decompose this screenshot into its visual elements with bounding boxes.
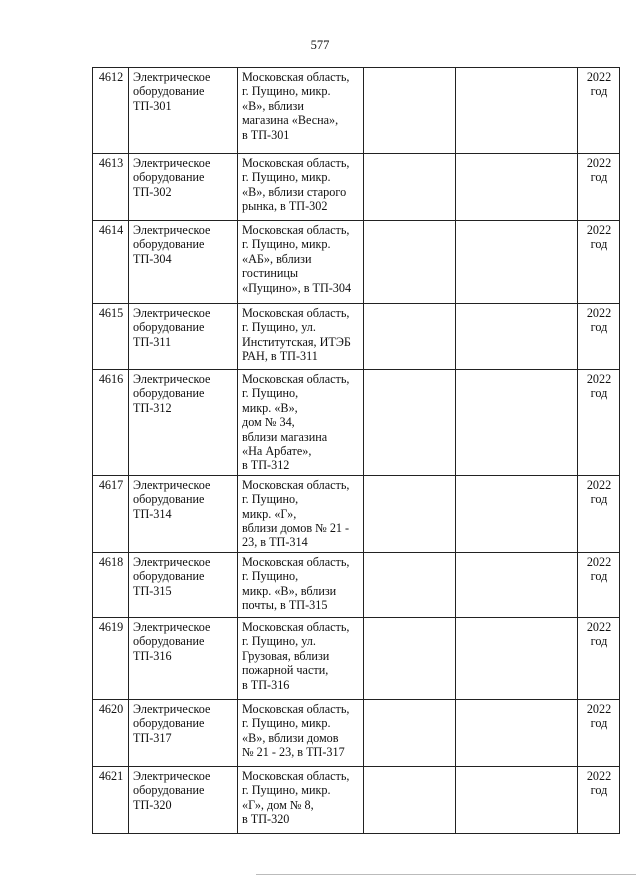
empty-cell bbox=[364, 552, 456, 617]
table-row bbox=[93, 154, 620, 221]
row-number: 4613 bbox=[93, 154, 129, 221]
item-address: Московская область, г. Пущино, ул. Институтская, ИТЭБ РАН, в ТП-311 bbox=[238, 304, 364, 370]
empty-cell bbox=[364, 221, 456, 304]
table-row bbox=[93, 699, 620, 766]
table-row bbox=[93, 552, 620, 617]
item-year: 2022 год bbox=[578, 766, 620, 833]
scan-edge-line bbox=[256, 874, 636, 875]
item-name: Электрическое оборудование ТП-302 bbox=[129, 154, 238, 221]
item-year: 2022 год bbox=[578, 68, 620, 154]
property-table bbox=[92, 67, 620, 834]
row-number: 4616 bbox=[93, 370, 129, 476]
item-year: 2022 год bbox=[578, 304, 620, 370]
row-number: 4615 bbox=[93, 304, 129, 370]
empty-cell bbox=[456, 617, 578, 699]
table-row bbox=[93, 370, 620, 476]
item-year: 2022 год bbox=[578, 154, 620, 221]
item-address: Московская область, г. Пущино, микр. «АБ», вблизи гостиницы «Пущино», в ТП-304 bbox=[238, 221, 364, 304]
empty-cell bbox=[364, 699, 456, 766]
item-name: Электрическое оборудование ТП-317 bbox=[129, 699, 238, 766]
empty-cell bbox=[456, 154, 578, 221]
item-address: Московская область, г. Пущино, микр. «В», дом № 34, вблизи магазина «На Арбате», в ТП-312 bbox=[238, 370, 364, 476]
empty-cell bbox=[364, 68, 456, 154]
table-row bbox=[93, 304, 620, 370]
item-year: 2022 год bbox=[578, 617, 620, 699]
empty-cell bbox=[456, 475, 578, 552]
empty-cell bbox=[456, 370, 578, 476]
item-year: 2022 год bbox=[578, 552, 620, 617]
empty-cell bbox=[456, 304, 578, 370]
item-name: Электрическое оборудование ТП-315 bbox=[129, 552, 238, 617]
empty-cell bbox=[364, 766, 456, 833]
item-name: Электрическое оборудование ТП-311 bbox=[129, 304, 238, 370]
item-address: Московская область, г. Пущино, микр. «В», вблизи домов № 21 - 23, в ТП-317 bbox=[238, 699, 364, 766]
table-row bbox=[93, 221, 620, 304]
row-number: 4618 bbox=[93, 552, 129, 617]
item-name: Электрическое оборудование ТП-312 bbox=[129, 370, 238, 476]
empty-cell bbox=[364, 304, 456, 370]
table-row bbox=[93, 617, 620, 699]
empty-cell bbox=[456, 552, 578, 617]
item-year: 2022 год bbox=[578, 221, 620, 304]
item-address: Московская область, г. Пущино, микр. «Г», вблизи домов № 21 - 23, в ТП-314 bbox=[238, 475, 364, 552]
row-number: 4619 bbox=[93, 617, 129, 699]
page-number: 577 bbox=[310, 38, 330, 52]
row-number: 4617 bbox=[93, 475, 129, 552]
row-number: 4620 bbox=[93, 699, 129, 766]
item-address: Московская область, г. Пущино, микр. «В», вблизи старого рынка, в ТП-302 bbox=[238, 154, 364, 221]
item-name: Электрическое оборудование ТП-316 bbox=[129, 617, 238, 699]
empty-cell bbox=[456, 221, 578, 304]
item-year: 2022 год bbox=[578, 370, 620, 476]
empty-cell bbox=[364, 617, 456, 699]
empty-cell bbox=[364, 154, 456, 221]
empty-cell bbox=[364, 475, 456, 552]
row-number: 4612 bbox=[93, 68, 129, 154]
item-year: 2022 год bbox=[578, 475, 620, 552]
empty-cell bbox=[456, 699, 578, 766]
item-year: 2022 год bbox=[578, 699, 620, 766]
item-address: Московская область, г. Пущино, микр. «В», вблизи магазина «Весна», в ТП-301 bbox=[238, 68, 364, 154]
item-name: Электрическое оборудование ТП-320 bbox=[129, 766, 238, 833]
empty-cell bbox=[456, 68, 578, 154]
empty-cell bbox=[364, 370, 456, 476]
item-name: Электрическое оборудование ТП-314 bbox=[129, 475, 238, 552]
empty-cell bbox=[456, 766, 578, 833]
row-number: 4621 bbox=[93, 766, 129, 833]
item-name: Электрическое оборудование ТП-304 bbox=[129, 221, 238, 304]
table-row bbox=[93, 766, 620, 833]
table-row bbox=[93, 475, 620, 552]
item-address: Московская область, г. Пущино, микр. «В», вблизи почты, в ТП-315 bbox=[238, 552, 364, 617]
item-address: Московская область, г. Пущино, ул. Грузовая, вблизи пожарной части, в ТП-316 bbox=[238, 617, 364, 699]
table-row bbox=[93, 68, 620, 154]
row-number: 4614 bbox=[93, 221, 129, 304]
item-name: Электрическое оборудование ТП-301 bbox=[129, 68, 238, 154]
item-address: Московская область, г. Пущино, микр. «Г», дом № 8, в ТП-320 bbox=[238, 766, 364, 833]
